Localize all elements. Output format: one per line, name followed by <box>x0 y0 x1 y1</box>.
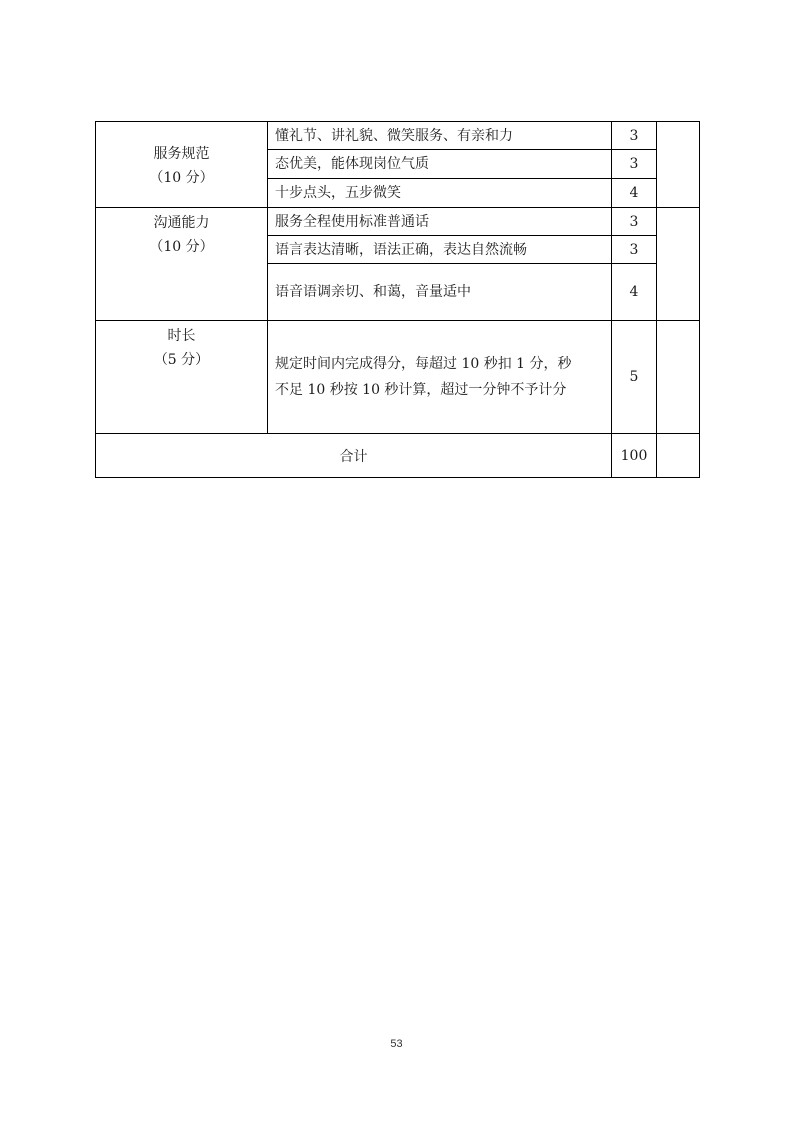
total-label: 合计 <box>96 434 612 478</box>
category-points: （5 分） <box>153 352 210 368</box>
category-cell <box>96 321 268 434</box>
criterion-cell <box>268 321 612 434</box>
criterion-cell: 懂礼节、讲礼貌、微笑服务、有亲和力 <box>268 122 612 150</box>
category-points: （10 分） <box>149 170 214 186</box>
category-points: （10 分） <box>149 239 214 255</box>
score-cell: 4 <box>612 264 657 321</box>
score-cell: 3 <box>612 122 657 150</box>
page-number: 53 <box>390 1038 403 1050</box>
criterion-line: 不足 10 秒按 10 秒计算，超过一分钟不予计分 <box>275 382 567 398</box>
category-name: 时长 <box>167 328 196 344</box>
table-row <box>96 122 700 150</box>
total-score: 100 <box>612 434 657 478</box>
actual-score-cell <box>657 208 700 321</box>
score-cell: 4 <box>612 179 657 208</box>
category-cell <box>96 208 268 321</box>
category-name: 服务规范 <box>153 146 210 162</box>
criterion-cell: 语言表达清晰，语法正确，表达自然流畅 <box>268 236 612 264</box>
score-cell: 5 <box>612 321 657 434</box>
criterion-cell: 十步点头，五步微笑 <box>268 179 612 208</box>
scoring-table <box>95 121 700 478</box>
score-cell: 3 <box>612 236 657 264</box>
actual-score-cell <box>657 122 700 208</box>
category-cell <box>96 122 268 208</box>
criterion-cell: 服务全程使用标准普通话 <box>268 208 612 236</box>
category-name: 沟通能力 <box>153 215 210 231</box>
table-row <box>96 321 700 434</box>
criterion-line: 规定时间内完成得分，每超过 10 秒扣 1 分，秒 <box>275 356 572 372</box>
total-row <box>96 434 700 478</box>
criterion-cell: 语音语调亲切、和蔼，音量适中 <box>268 264 612 321</box>
score-cell: 3 <box>612 150 657 179</box>
score-cell: 3 <box>612 208 657 236</box>
criterion-cell: 态优美，能体现岗位气质 <box>268 150 612 179</box>
actual-score-cell <box>657 321 700 434</box>
table-row <box>96 208 700 236</box>
actual-total-cell <box>657 434 700 478</box>
